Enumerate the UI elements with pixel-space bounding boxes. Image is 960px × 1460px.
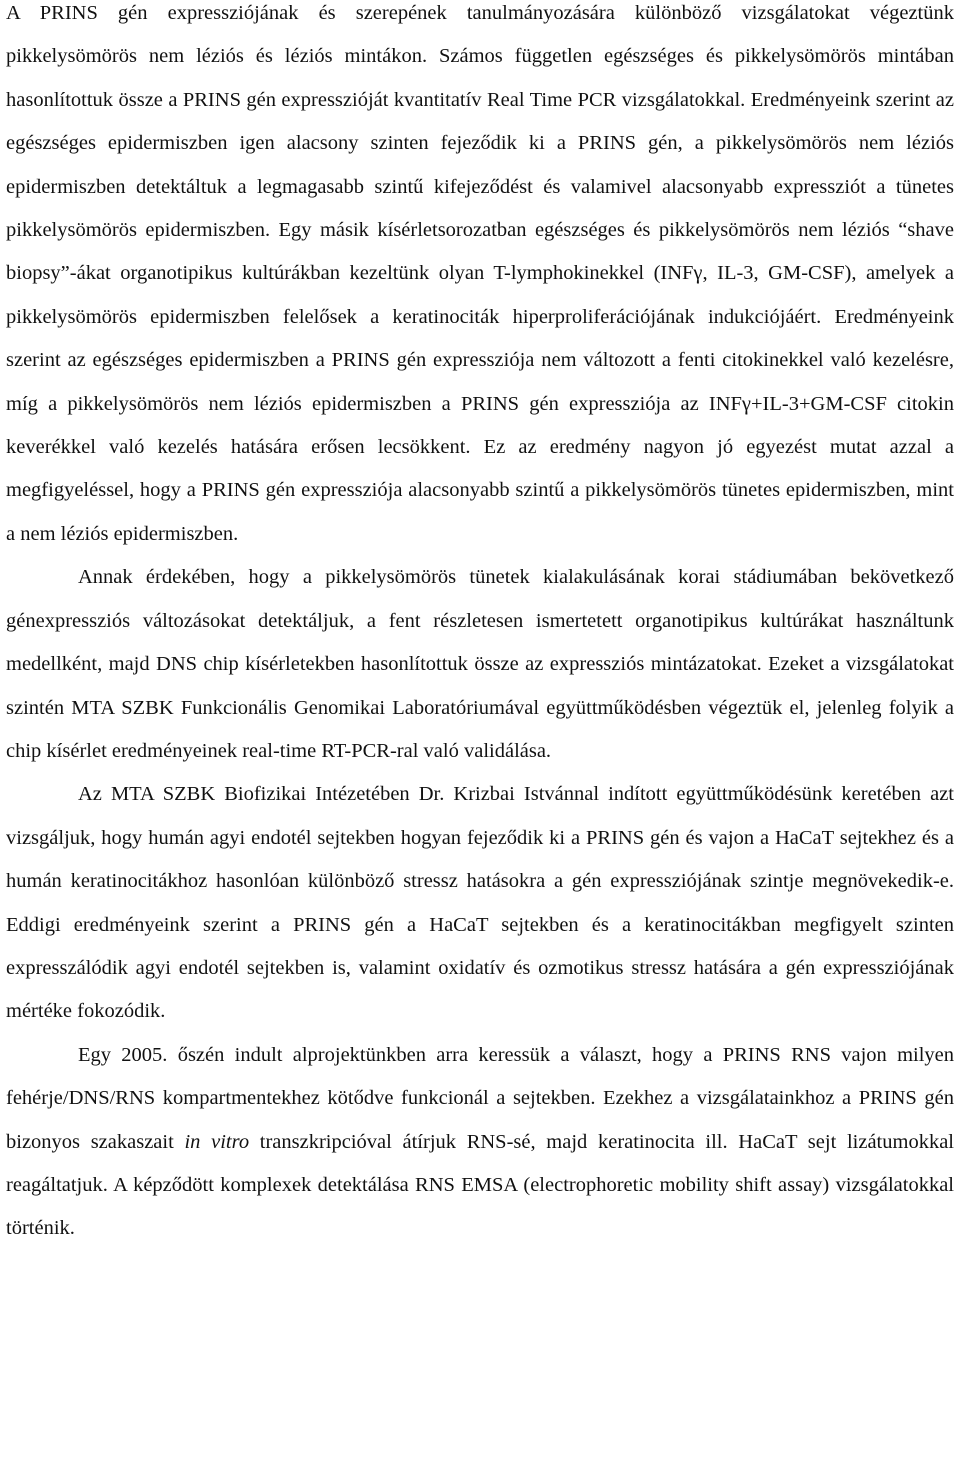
- paragraph-rna-emsa: [6, 1034, 954, 1251]
- paragraph-gene-expression-chip: Annak érdekében, hogy a pikkelysömörös tünetek kialakulásának korai stádiumában bekövetkező génexpressziós változásokat detektáljuk, a fent részletesen ismertetett organotipikus kultúrákat használtunk medellként, majd DNS chip kísérletekben hasonlítottuk össze az expressziós mintázatokat. Ezeket a vizsgálatokat szintén MTA SZBK Funkcionális Genomikai Laboratóriumával együttműködésben végeztük el, jelenleg folyik a chip kísérlet eredményeinek real-time RT-PCR-ral való validálása.: [6, 566, 954, 762]
- paragraph-prins-expression: A PRINS gén expressziójának és szerepének tanulmányozására különböző vizsgálatokat végeztünk pikkelysömörös nem léziós és léziós mintákon. Számos független egészséges és pikkelysömörös mintában hasonlítottuk össze a PRINS gén expresszióját kvantitatív Real Time PCR vizsgálatokkal. Eredményeink szerint az egészséges epidermiszben igen alacsony szinten fejeződik ki a PRINS gén, a pikkelysömörös nem léziós epidermiszben detektáltuk a legmagasabb szintű kifejeződést és valamivel alacsonyabb expressziót a tünetes pikkelysömörös epidermiszben. Egy másik kísérletsorozatban egészséges és pikkelysömörös nem léziós “shave biopsy”-ákat organotipikus kultúrákban kezeltünk olyan T-lymphokinekkel (INFγ, IL-3, GM-CSF), amelyek a pikkelysömörös epidermiszben felelősek a keratinociták hiperproliferációjának indukciójáért. Eredményeink szerint az egészséges epidermiszben a PRINS gén expressziója nem változott a fenti citokinekkel való kezelésre, míg a pikkelysömörös nem léziós epidermiszben a PRINS gén expressziója az INFγ+IL-3+GM-CSF citokin keverékkel való kezelés hatására erősen lecsökkent. Ez az eredmény nagyon jó egyezést mutat azzal a megfigyeléssel, hogy a PRINS gén expressziója alacsonyabb szintű a pikkelysömörös tünetes epidermiszben, mint a nem léziós epidermiszben.: [6, 2, 954, 545]
- paragraph-text-after-italic: transzkripcióval átírjuk RNS-sé, majd keratinocita ill. HaCaT sejt lizátumokkal reagáltatjuk. A képződött komplexek detektálása RNS EMSA (electrophoretic mobility shift assay) vizsgálatokkal történik.: [6, 1130, 954, 1240]
- italic-term: in vitro: [184, 1130, 250, 1153]
- paragraph-text-before-italic: Egy 2005. őszén indult alprojektünkben arra keressük a választ, hogy a PRINS RNS vajon milyen fehérje/DNS/RNS kompartmentekhez kötődve funkcionál a sejtekben. Ezekhez a vizsgálatainkhoz a PRINS gén bizonyos szakaszait: [6, 1043, 954, 1153]
- paragraph-endothelial-cells: Az MTA SZBK Biofizikai Intézetében Dr. Krizbai Istvánnal indított együttműködésünk keretében azt vizsgáljuk, hogy humán agyi endotél sejtekben hogyan fejeződik ki a PRINS gén és vajon a HaCaT sejtekhez és a humán keratinocitákhoz hasonlóan különböző stressz hatásokra a gén expressziójának szintje megnövekedik-e. Eddigi eredményeink szerint a PRINS gén a HaCaT sejtekben és a keratinocitákban megfigyelt szinten expresszálódik agyi endotél sejtekben is, valamint oxidatív és ozmotikus stressz hatására a gén expressziójának mértéke fokozódik.: [6, 783, 954, 1023]
- document-page: [6, 0, 954, 1251]
